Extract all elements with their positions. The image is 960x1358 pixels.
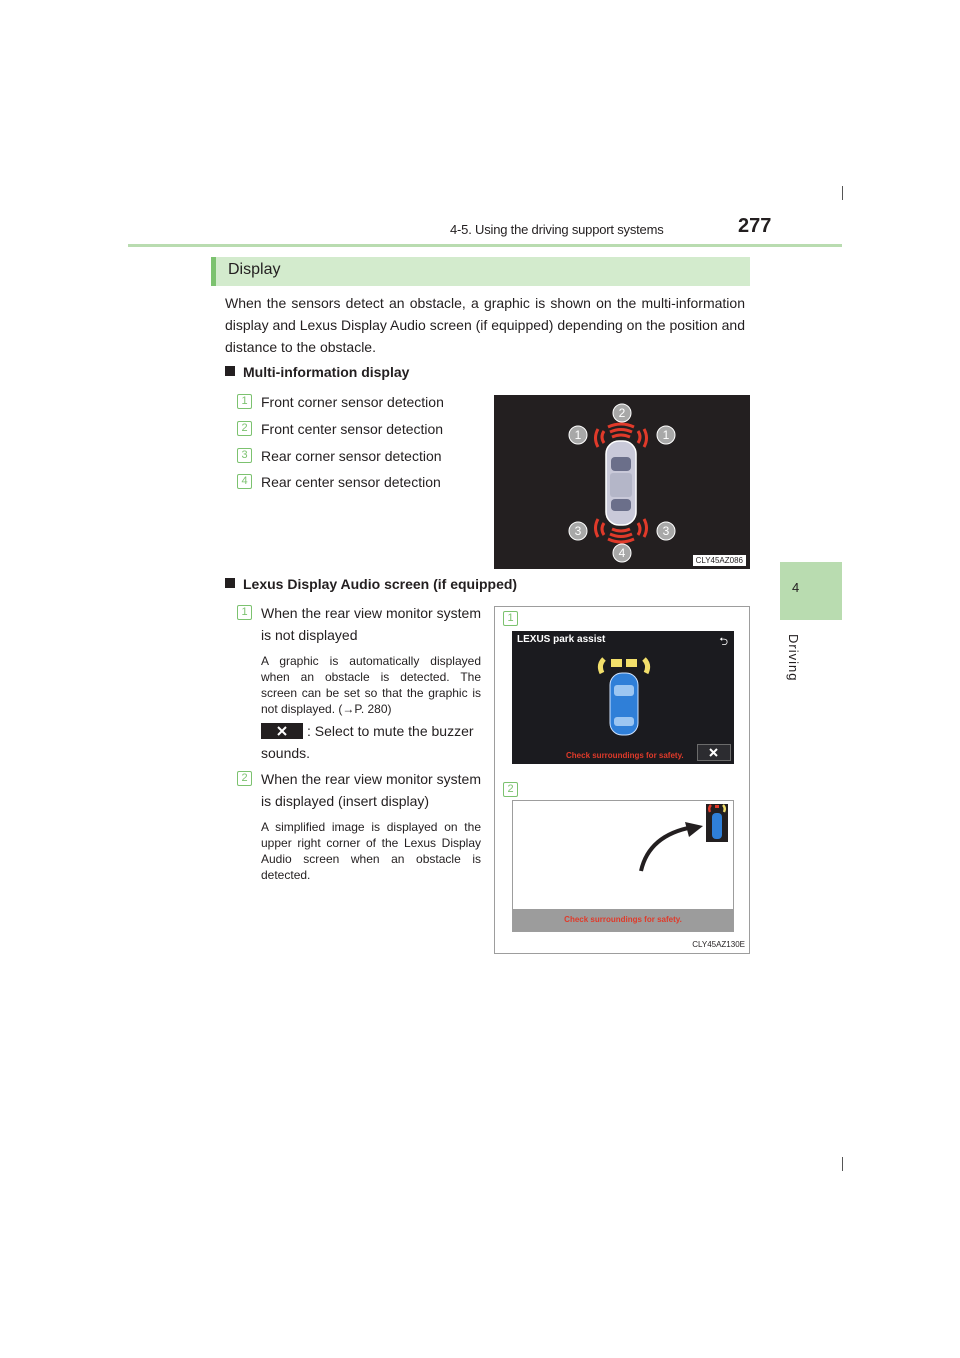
chapter-tab bbox=[780, 562, 842, 620]
mute-instruction: : Select to mute the buzzer sounds. bbox=[261, 723, 474, 761]
rear-center-sensor-arcs-icon bbox=[608, 529, 634, 542]
item-number-badge: 1 bbox=[237, 394, 252, 409]
caution-message: Check surroundings for safety. bbox=[564, 915, 682, 924]
item-number-badge: 2 bbox=[237, 771, 252, 786]
svg-text:3: 3 bbox=[662, 524, 670, 538]
item-note: A graphic is automatically displayed when an obstacle is detected. The screen can be set so that the graphic is not displayed. (→P. 280) bbox=[261, 654, 481, 716]
item-number-badge: 4 bbox=[237, 474, 252, 489]
item-note: A simplified image is displayed on the upper right corner of the Lexus Display Audio screen when an obstacle is detected. bbox=[261, 820, 481, 882]
car-top-view-icon bbox=[606, 441, 636, 525]
svg-text:1: 1 bbox=[574, 428, 582, 442]
mute-button[interactable] bbox=[697, 744, 731, 761]
figure-code: CLY45AZ086 bbox=[693, 555, 746, 566]
page-number: 277 bbox=[738, 215, 772, 237]
sensor-display-illustration bbox=[494, 395, 750, 569]
figure-callout-1: 1 bbox=[503, 611, 518, 626]
pointer-arrow-icon bbox=[637, 821, 709, 873]
svg-text:4: 4 bbox=[618, 546, 626, 560]
screen-title: LEXUS park assist bbox=[517, 634, 606, 645]
square-bullet-icon bbox=[225, 366, 235, 376]
lexus-audio-figure bbox=[494, 606, 750, 954]
chapter-number: 4 bbox=[792, 580, 800, 595]
list-item: Rear center sensor detection bbox=[261, 474, 441, 490]
subheading-multi-info: Multi-information display bbox=[225, 364, 409, 380]
list-item: Front corner sensor detection bbox=[261, 394, 444, 410]
crop-mark-top bbox=[842, 186, 843, 200]
caution-message: Check surroundings for safety. bbox=[566, 751, 684, 760]
list-item: Rear corner sensor detection bbox=[261, 448, 442, 464]
svg-text:2: 2 bbox=[618, 406, 626, 420]
crop-mark-bottom bbox=[842, 1157, 843, 1171]
subheading-lexus-audio: Lexus Display Audio screen (if equipped) bbox=[225, 576, 517, 592]
item-number-badge: 2 bbox=[237, 421, 252, 436]
intro-paragraph: When the sensors detect an obstacle, a graphic is shown on the multi-information display and Lexus Display Audio screen (if equipped) depending on the position and distance to the obstacle. bbox=[225, 295, 745, 355]
list-item: When the rear view monitor system is displayed (insert display) bbox=[261, 771, 481, 809]
svg-text:1: 1 bbox=[662, 428, 670, 442]
back-arrow-icon[interactable]: ⮌ bbox=[719, 636, 728, 648]
park-assist-screen bbox=[512, 631, 734, 764]
item-number-badge: 1 bbox=[237, 605, 252, 620]
svg-text:3: 3 bbox=[574, 524, 582, 538]
list-item: Front center sensor detection bbox=[261, 421, 444, 437]
front-center-sensor-arcs-icon bbox=[608, 424, 634, 437]
figure-callout-2: 2 bbox=[503, 782, 518, 797]
item-number-badge: 3 bbox=[237, 448, 252, 463]
figure-code: CLY45AZ130E bbox=[692, 940, 745, 949]
multi-info-figure bbox=[494, 395, 750, 569]
header-rule bbox=[128, 244, 842, 247]
caution-bar bbox=[513, 909, 733, 931]
section-title: Display bbox=[228, 261, 281, 278]
running-header-section: 4-5. Using the driving support systems bbox=[450, 222, 664, 237]
chapter-label: Driving bbox=[786, 634, 801, 682]
car-sensor-illustration bbox=[596, 657, 652, 737]
list-item: When the rear view monitor system is not displayed bbox=[261, 605, 481, 643]
section-heading bbox=[211, 257, 750, 286]
square-bullet-icon bbox=[225, 578, 235, 588]
rear-view-screen bbox=[512, 800, 734, 932]
simplified-sensor-inset bbox=[706, 804, 728, 842]
mute-buzzer-icon bbox=[261, 723, 303, 739]
